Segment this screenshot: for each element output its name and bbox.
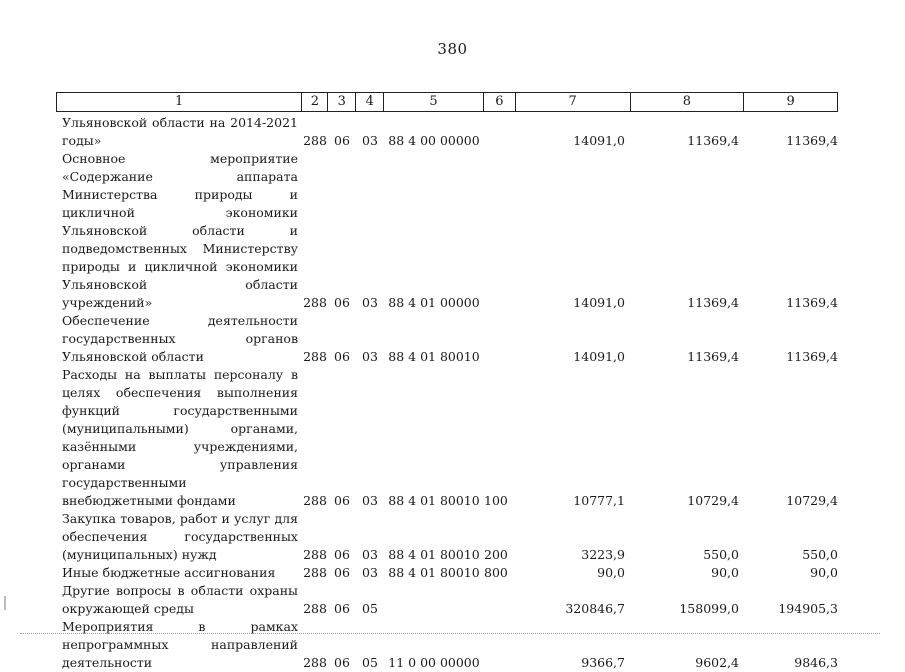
budget-table <box>56 114 838 672</box>
row-name: Ульяновской области на 2014-2021 годы» <box>62 115 298 148</box>
table-row <box>56 150 838 312</box>
header-col-9: 9 <box>786 94 795 109</box>
row-name: Мероприятия в рамках непрограммных направлений деятельности <box>62 619 298 670</box>
scan-margin-mark <box>4 596 6 610</box>
row-rz-code: 06 <box>334 601 350 616</box>
row-gr-code: 288 <box>303 565 327 580</box>
row-value-col8: 10729,4 <box>687 493 739 508</box>
row-vr-code <box>484 582 516 618</box>
row-value-col8: 9602,4 <box>695 655 739 670</box>
row-value-2019: 14091,0 <box>573 349 625 364</box>
table-header <box>56 92 838 112</box>
row-value-col8: 158099,0 <box>679 601 739 616</box>
row-gr-code: 288 <box>303 493 327 508</box>
row-value-col8: 550,0 <box>703 547 739 562</box>
row-value-col9: 11369,4 <box>786 349 838 364</box>
row-rz-code: 06 <box>334 655 350 670</box>
row-value-col9: 11369,4 <box>786 133 838 148</box>
row-vr-code: 100 <box>484 493 508 508</box>
row-pr-code: 03 <box>362 295 378 310</box>
row-vr-code <box>484 618 516 672</box>
row-value-col9: 194905,3 <box>778 601 838 616</box>
row-pr-code: 03 <box>362 349 378 364</box>
table-row <box>56 312 838 366</box>
table-row <box>56 618 838 672</box>
row-value-col8: 11369,4 <box>687 133 739 148</box>
row-pr-code: 05 <box>362 655 378 670</box>
row-value-col9: 90,0 <box>810 565 838 580</box>
row-pr-code: 03 <box>362 493 378 508</box>
row-value-2019: 10777,1 <box>573 493 625 508</box>
header-col-2: 2 <box>302 93 328 111</box>
header-col-1: 1 <box>57 93 302 111</box>
row-pr-code: 05 <box>362 601 378 616</box>
row-cs-code: 88 4 01 80010 <box>388 493 480 508</box>
row-rz-code: 06 <box>334 547 350 562</box>
row-cs-code: 88 4 01 80010 <box>388 349 480 364</box>
table-row <box>56 582 838 618</box>
row-gr-code: 288 <box>303 655 327 670</box>
row-value-2019: 90,0 <box>597 565 625 580</box>
row-gr-code: 288 <box>303 349 327 364</box>
row-value-col9: 11369,4 <box>786 295 838 310</box>
table-row <box>56 366 838 510</box>
row-cs-code: 88 4 01 00000 <box>388 295 480 310</box>
row-name: Основное мероприятие «Содержание аппарата Министерства природы и цикличной экономики Ульяновской области и подведомственных Министерству природы и цикличной экономики Ульяновской области учреждений» <box>62 151 298 310</box>
row-name: Иные бюджетные ассигнования <box>62 565 276 580</box>
row-value-2019: 3223,9 <box>581 547 625 562</box>
page-bottom-rule <box>20 633 880 636</box>
header-col-3: 3 <box>328 93 356 111</box>
row-pr-code: 03 <box>362 133 378 148</box>
table-body <box>56 114 838 672</box>
row-value-col8: 11369,4 <box>687 349 739 364</box>
row-cs-code: 88 4 00 00000 <box>388 133 480 148</box>
row-vr-code: 800 <box>484 565 508 580</box>
row-rz-code: 06 <box>334 565 350 580</box>
table-row <box>56 114 838 150</box>
table-row <box>56 510 838 564</box>
row-vr-code <box>484 312 516 366</box>
row-value-col9: 10729,4 <box>786 493 838 508</box>
row-value-2019: 9366,7 <box>581 655 625 670</box>
row-name: Другие вопросы в области охраны окружающей среды <box>62 583 298 616</box>
row-value-col8: 11369,4 <box>687 295 739 310</box>
row-pr-code: 03 <box>362 565 378 580</box>
row-value-col9: 550,0 <box>802 547 838 562</box>
row-rz-code: 06 <box>334 133 350 148</box>
row-value-col9: 9846,3 <box>794 655 838 670</box>
page-number: 380 <box>437 40 468 58</box>
row-name: Расходы на выплаты персоналу в целях обеспечения выполнения функций государственными (муниципальными) органами, казёнными учреждениями, органами управления государственными внебюджетными фондами <box>62 367 298 508</box>
header-col-5: 5 <box>384 93 484 111</box>
row-rz-code: 06 <box>334 493 350 508</box>
header-col-7: 7 <box>516 93 631 111</box>
header-col-6: 6 <box>484 93 516 111</box>
header-col-4: 4 <box>356 93 384 111</box>
row-gr-code: 288 <box>303 295 327 310</box>
row-cs-code: 88 4 01 80010 <box>388 547 480 562</box>
row-rz-code: 06 <box>334 295 350 310</box>
row-rz-code: 06 <box>334 349 350 364</box>
row-vr-code <box>484 114 516 150</box>
row-cs-code: 88 4 01 80010 <box>388 565 480 580</box>
row-value-2019: 14091,0 <box>573 133 625 148</box>
table-row <box>56 564 838 582</box>
row-value-2019: 14091,0 <box>573 295 625 310</box>
row-pr-code: 03 <box>362 547 378 562</box>
row-name: Закупка товаров, работ и услуг для обеспечения государственных (муниципальных) нужд <box>62 511 298 562</box>
row-gr-code: 288 <box>303 547 327 562</box>
row-vr-code <box>484 150 516 312</box>
row-value-2019: 320846,7 <box>565 601 625 616</box>
row-cs-code <box>384 582 484 618</box>
row-cs-code: 11 0 00 00000 <box>388 655 480 670</box>
row-value-col8: 90,0 <box>711 565 739 580</box>
row-gr-code: 288 <box>303 133 327 148</box>
row-gr-code: 288 <box>303 601 327 616</box>
header-col-8: 8 <box>631 93 745 111</box>
row-vr-code: 200 <box>484 547 508 562</box>
row-name: Обеспечение деятельности государственных органов Ульяновской области <box>62 313 298 364</box>
